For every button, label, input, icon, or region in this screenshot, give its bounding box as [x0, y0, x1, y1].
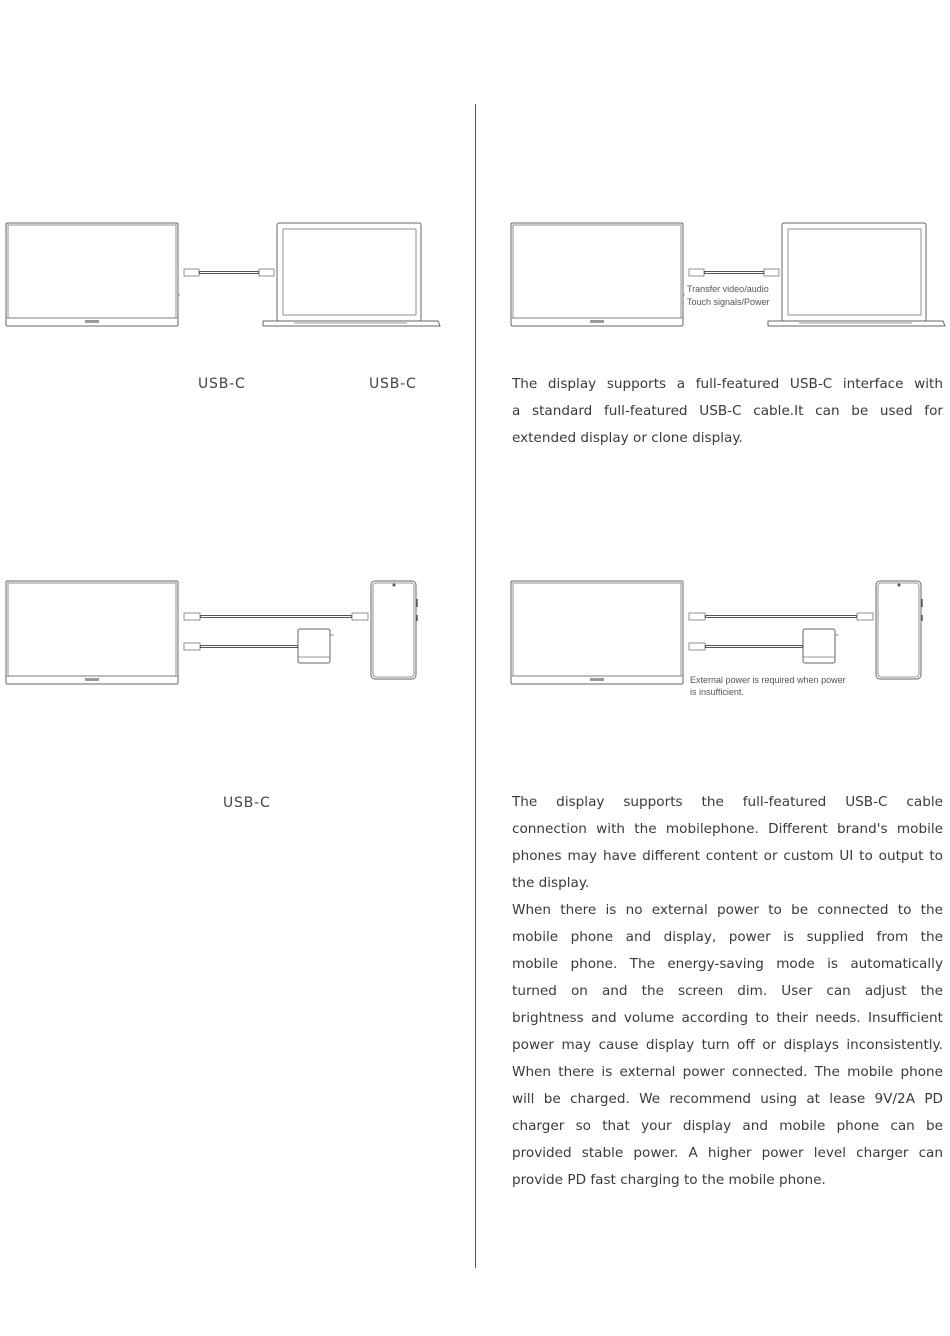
paragraph2-line: provide PD fast charging to the mobile phone. [512, 1172, 826, 1188]
paragraph2-line: brightness and volume according to their needs. Insufficient [512, 1010, 943, 1026]
paragraph-mobile-phone-connection [512, 789, 943, 1194]
cable-annotation-line2: Touch signals/Power [687, 297, 770, 307]
paragraph2-line: the display. [512, 875, 590, 891]
usb-c-cable-to-phone-icon [184, 613, 368, 620]
display-laptop-diagram-left [0, 215, 470, 335]
paragraph2-line: When there is no external power to be connected to the [512, 902, 943, 918]
mobile-phone-icon [371, 581, 417, 679]
portable-display-icon [6, 223, 180, 326]
portable-display-icon [511, 223, 685, 326]
paragraph2-line: power may cause display turn off or displays inconsistently. [512, 1037, 943, 1053]
usb-c-cable-to-charger-icon [689, 643, 803, 650]
display-phone-diagram-right [505, 575, 950, 705]
laptop-icon [263, 223, 440, 326]
paragraph2-line: provided stable power. A higher power level charger can [512, 1145, 943, 1161]
paragraph2-line: The display supports the full-featured USB-C cable [512, 794, 943, 810]
display-usb-c-label: USB-C [198, 376, 246, 392]
mobile-phone-icon [876, 581, 922, 679]
portable-display-icon [511, 581, 683, 684]
paragraph2-line: mobile phone and display, power is supplied from the [512, 929, 943, 945]
display-laptop-diagram-right [505, 215, 950, 335]
paragraph2-line: mobile phone. The energy-saving mode is automatically [512, 956, 943, 972]
center-divider [475, 104, 476, 1268]
display-phone-diagram-left [0, 575, 470, 690]
usb-c-cable-to-phone-icon [689, 613, 873, 620]
power-annotation-line2: is insufficient. [690, 687, 744, 697]
paragraph2-line: charger so that your display and mobile phone can be [512, 1118, 943, 1134]
cable-annotation-line1: Transfer video/audio [687, 284, 769, 294]
usb-c-cable-to-charger-icon [184, 643, 298, 650]
paragraph1-line: The display supports a full-featured USB-C interface with [512, 376, 943, 392]
usb-c-cable-icon [689, 269, 779, 276]
portable-display-icon [6, 581, 178, 684]
paragraph1-line: a standard full-featured USB-C cable.It can be used for [512, 403, 943, 419]
paragraph2-line: will be charged. We recommend using at lease 9V/2A PD [512, 1091, 943, 1107]
power-annotation-line1: External power is required when power [690, 675, 846, 685]
paragraph2-line: connection with the mobilephone. Different brand's mobile [512, 821, 943, 837]
charger-icon [298, 629, 334, 663]
laptop-usb-c-label: USB-C [369, 376, 417, 392]
laptop-icon [768, 223, 945, 326]
phone-usb-c-label: USB-C [223, 795, 271, 811]
paragraph2-line: turned on and the screen dim. User can adjust the [512, 983, 943, 999]
charger-icon [803, 629, 839, 663]
paragraph1-line: extended display or clone display. [512, 430, 743, 446]
usb-c-cable-icon [184, 269, 274, 276]
paragraph-full-featured-usbc [512, 371, 943, 452]
paragraph2-line: phones may have different content or custom UI to output to [512, 848, 943, 864]
paragraph2-line: When there is external power connected. The mobile phone [512, 1064, 943, 1080]
